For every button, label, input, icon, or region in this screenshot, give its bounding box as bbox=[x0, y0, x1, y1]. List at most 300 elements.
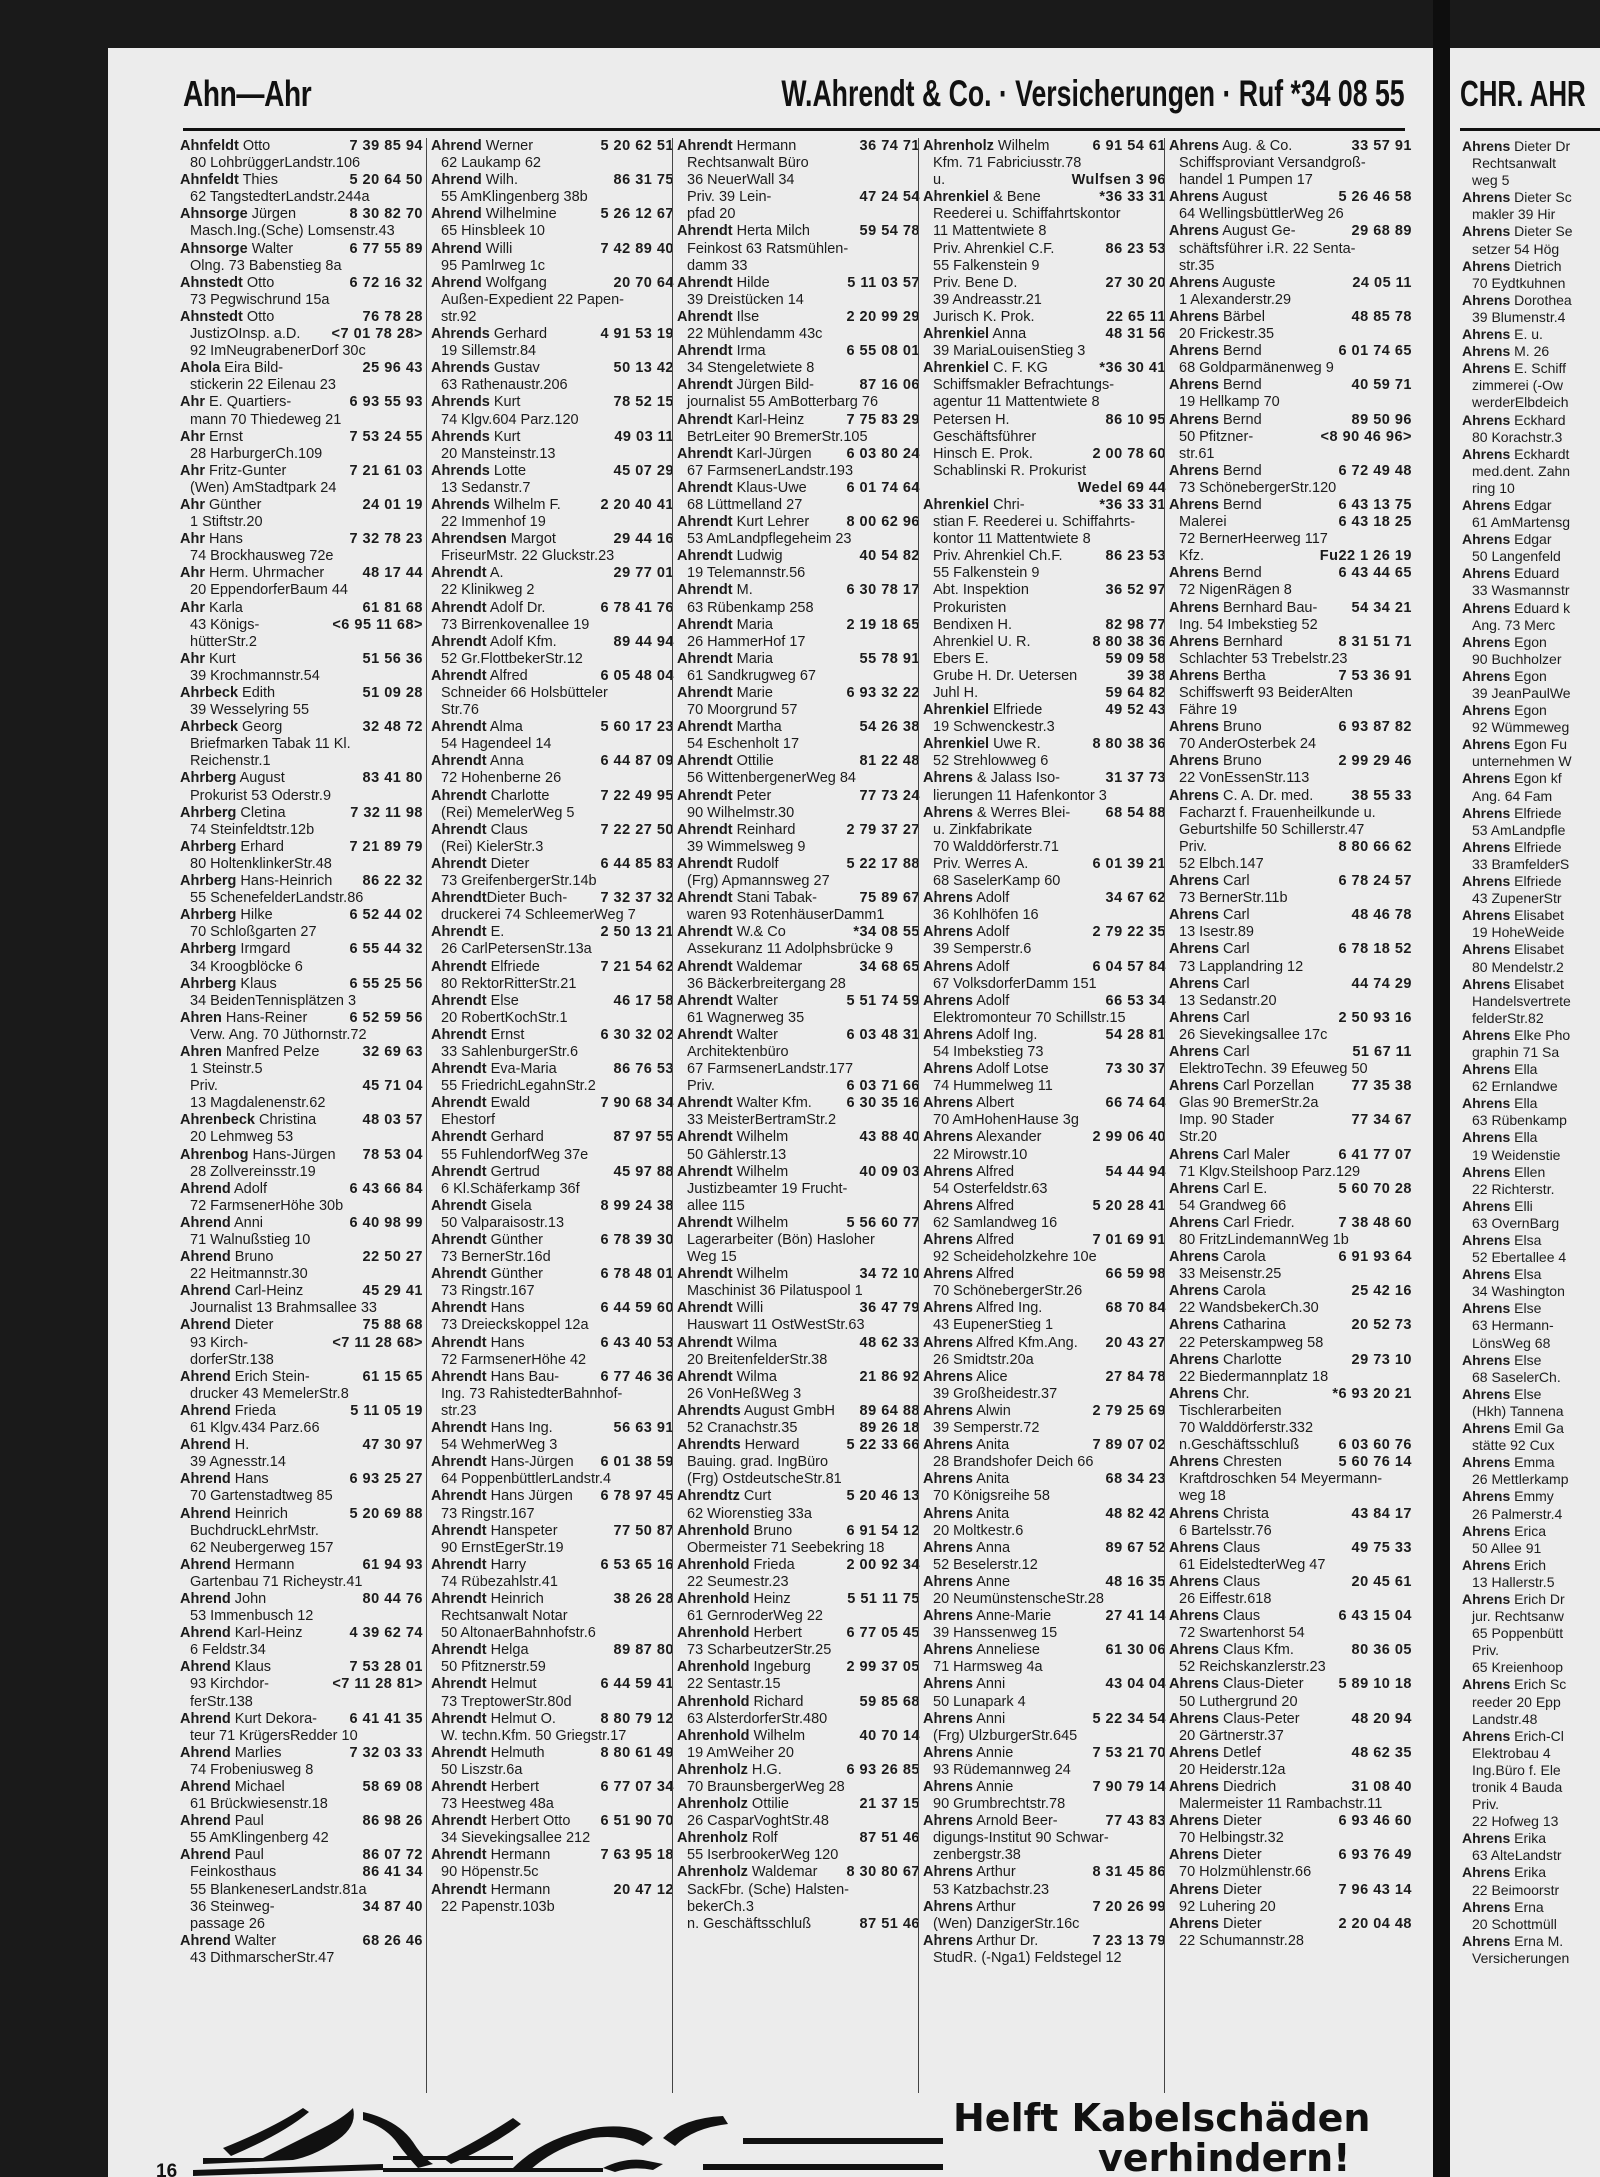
entry-phone: 89 50 96 bbox=[1351, 411, 1412, 428]
directory-entry bbox=[1169, 1557, 1412, 1574]
directory-entry bbox=[180, 531, 423, 548]
directory-entry bbox=[180, 497, 423, 514]
entry-details: Anita bbox=[972, 1505, 1010, 1522]
entry-phone: 29 73 10 bbox=[1351, 1351, 1412, 1368]
entry-details: Carl-Heinz bbox=[230, 1283, 304, 1300]
entry-details: 67 FarmsenerLandstr.193 bbox=[687, 462, 854, 479]
entry-details: Elsa bbox=[1510, 1266, 1542, 1283]
entry-phone: 86 23 53 bbox=[1105, 240, 1166, 257]
directory-entry bbox=[923, 770, 1166, 787]
entry-details: Weg 15 bbox=[687, 1249, 737, 1266]
entry-surname: Ahrens bbox=[1462, 1385, 1511, 1402]
directory-entry bbox=[431, 463, 674, 480]
directory-entry bbox=[431, 1112, 674, 1129]
entry-details: Wilhelm bbox=[732, 1214, 789, 1231]
entry-details: Eva-Maria bbox=[486, 1061, 557, 1078]
entry-phone: 45 29 41 bbox=[362, 1283, 423, 1300]
entry-details: hütterStr.2 bbox=[190, 633, 257, 650]
entry-surname: Ahrendt bbox=[431, 1556, 487, 1573]
directory-entry bbox=[180, 1164, 423, 1181]
directory-entry bbox=[923, 1317, 1166, 1334]
entry-phone: 82 98 77 bbox=[1105, 616, 1166, 633]
directory-entry bbox=[677, 189, 920, 206]
directory-entry bbox=[923, 907, 1166, 924]
entry-details: Walter bbox=[230, 1932, 277, 1949]
entry-details: 80 RektorRitterStr.21 bbox=[441, 975, 577, 992]
entry-surname: Ahrens bbox=[1462, 1129, 1511, 1146]
directory-entry bbox=[1462, 1642, 1600, 1659]
entry-details: 63 Rathenaustr.206 bbox=[441, 377, 568, 394]
directory-entry bbox=[923, 668, 1166, 685]
entry-details: Arnold Beer- bbox=[972, 1813, 1058, 1830]
entry-phone: 6 93 76 49 bbox=[1338, 1847, 1412, 1864]
directory-entry bbox=[923, 1198, 1166, 1215]
directory-entry bbox=[677, 1044, 920, 1061]
entry-phone: 6 91 93 64 bbox=[1338, 1249, 1412, 1266]
entry-details: 55 BlankeneserLandstr.81a bbox=[190, 1881, 367, 1898]
directory-entry bbox=[1169, 1728, 1412, 1745]
directory-entry bbox=[923, 1386, 1166, 1403]
entry-phone: 7 53 21 70 bbox=[1092, 1744, 1166, 1761]
entry-details: Bruno bbox=[1218, 753, 1262, 770]
entry-details: 54 Imbekstieg 73 bbox=[933, 1043, 1044, 1060]
entry-surname: Ahrens bbox=[923, 1368, 973, 1385]
directory-entry bbox=[1462, 1352, 1600, 1369]
entry-details: Außen-Expedient 22 Papen- bbox=[441, 291, 624, 308]
entry-phone: 25 96 43 bbox=[362, 360, 423, 377]
entry-details: Chr. bbox=[1218, 1385, 1250, 1402]
entry-details: Feinkost 63 Ratsmühlen- bbox=[687, 240, 849, 257]
directory-entry bbox=[431, 993, 674, 1010]
entry-phone: 2 79 22 35 bbox=[1092, 924, 1166, 941]
directory-entry bbox=[923, 360, 1166, 377]
directory-entry bbox=[677, 1796, 920, 1813]
entry-details: makler 39 Hir bbox=[1472, 206, 1556, 223]
entry-details: Ella bbox=[1510, 1061, 1538, 1078]
entry-surname: Ahrens bbox=[1462, 736, 1511, 753]
entry-details: Anneliese bbox=[972, 1642, 1040, 1659]
directory-entry bbox=[180, 189, 423, 206]
directory-entry bbox=[1462, 241, 1600, 258]
entry-phone: 8 99 24 38 bbox=[600, 1197, 674, 1214]
entry-surname: Ahrens bbox=[923, 1129, 973, 1146]
entry-surname: Ahrens bbox=[1462, 907, 1511, 924]
entry-phone: 5 22 33 66 bbox=[846, 1437, 920, 1454]
directory-entry bbox=[923, 1112, 1166, 1129]
entry-details: Ing. 73 RahistedterBahnhof- bbox=[441, 1385, 623, 1402]
entry-details: 92 Luhering 20 bbox=[1179, 1898, 1276, 1915]
entry-details: FriseurMstr. 22 Gluckstr.23 bbox=[441, 548, 615, 565]
directory-entry bbox=[1169, 1488, 1412, 1505]
directory-entry bbox=[431, 1147, 674, 1164]
entry-details: Elektromonteur 70 Schillstr.15 bbox=[933, 1009, 1126, 1026]
page-number: 16 bbox=[156, 2161, 178, 2177]
directory-entry bbox=[180, 1933, 423, 1950]
directory-entry bbox=[1462, 1147, 1600, 1164]
directory-entry bbox=[923, 1694, 1166, 1711]
entry-details: 73 Heestweg 48a bbox=[441, 1796, 554, 1813]
entry-details: Kurt bbox=[204, 650, 236, 667]
directory-entry bbox=[431, 1745, 674, 1762]
directory-entry bbox=[431, 805, 674, 822]
entry-surname: Ahrens bbox=[923, 1232, 973, 1248]
directory-entry bbox=[180, 1181, 423, 1198]
entry-details: 33 MeisterBertramStr.2 bbox=[687, 1112, 837, 1129]
entry-details: 19 Hellkamp 70 bbox=[1179, 394, 1280, 411]
directory-entry bbox=[180, 890, 423, 907]
directory-entry bbox=[180, 1215, 423, 1232]
entry-surname: Ahrendt bbox=[431, 1590, 487, 1607]
directory-entry bbox=[923, 241, 1166, 258]
entry-surname: Ahrendt bbox=[431, 1163, 487, 1180]
entry-details: 39 Dreistücken 14 bbox=[687, 291, 804, 308]
entry-phone: 6 53 65 16 bbox=[600, 1556, 674, 1573]
entry-details: 26 Smidtstr.20a bbox=[933, 1351, 1034, 1368]
entry-surname: Ahrens bbox=[1169, 1249, 1219, 1266]
entry-details: Emil Ga bbox=[1510, 1420, 1564, 1437]
entry-phone: 32 48 72 bbox=[362, 719, 423, 736]
entry-details: 68 Goldparmänenweg 9 bbox=[1179, 360, 1334, 377]
entry-details: Karl-Heinz bbox=[230, 1625, 303, 1642]
entry-details: Annie bbox=[972, 1779, 1014, 1795]
directory-entry bbox=[1169, 412, 1412, 429]
directory-entry bbox=[431, 1437, 674, 1454]
directory-entry bbox=[677, 394, 920, 411]
entry-phone: 5 56 60 77 bbox=[846, 1214, 920, 1231]
entry-phone: 75 88 68 bbox=[362, 1317, 423, 1334]
entry-details: 52 Strehlowweg 6 bbox=[933, 753, 1049, 770]
directory-entry bbox=[1169, 565, 1412, 582]
entry-phone: 6 72 16 32 bbox=[349, 274, 423, 291]
entry-surname: Ahrens bbox=[1169, 343, 1219, 360]
directory-entry bbox=[923, 1420, 1166, 1437]
directory-entry bbox=[431, 1557, 674, 1574]
entry-details: Dieter bbox=[486, 855, 530, 872]
entry-details: Bernd bbox=[1218, 411, 1262, 428]
directory-entry bbox=[431, 1078, 674, 1095]
directory-entry bbox=[1169, 1711, 1412, 1728]
directory-entry bbox=[180, 651, 423, 668]
entry-surname: Ahrens bbox=[1462, 599, 1511, 616]
entry-phone: 36 74 71 bbox=[859, 138, 920, 154]
directory-entry bbox=[677, 890, 920, 907]
next-page-fragment bbox=[1450, 48, 1600, 2177]
entry-surname: Ahrens bbox=[1169, 873, 1219, 890]
entry-details: Priv. Werres A. bbox=[933, 855, 1029, 872]
entry-surname: Ahrens bbox=[1169, 377, 1219, 394]
entry-surname: Ahr bbox=[180, 428, 205, 445]
entry-details: Anni bbox=[972, 1710, 1006, 1727]
entry-phone: 7 90 79 14 bbox=[1092, 1779, 1166, 1795]
entry-surname: Ahrbeck bbox=[180, 719, 239, 736]
entry-phone: 5 22 34 54 bbox=[1092, 1710, 1166, 1727]
directory-entry bbox=[1169, 1694, 1412, 1711]
entry-details: Albert bbox=[972, 1095, 1015, 1112]
entry-phone: 61 15 65 bbox=[362, 1368, 423, 1385]
entry-surname: Ahrens bbox=[1169, 1078, 1219, 1095]
directory-entry bbox=[1169, 1352, 1412, 1369]
entry-details: 53 AmLandpflegeheim 23 bbox=[687, 531, 852, 548]
entry-details: Anne bbox=[972, 1573, 1011, 1590]
entry-surname: Ahrendt bbox=[677, 753, 733, 770]
directory-entry bbox=[677, 753, 920, 770]
entry-details: Malermeister 11 Rambachstr.11 bbox=[1179, 1796, 1383, 1813]
entry-surname: Ahrend bbox=[431, 172, 482, 189]
entry-phone: 86 98 26 bbox=[362, 1813, 423, 1830]
entry-details: Ludwig bbox=[732, 548, 783, 565]
entry-details: Alfred bbox=[972, 1197, 1015, 1214]
entry-phone: 2 00 92 34 bbox=[846, 1556, 920, 1573]
directory-entry bbox=[431, 497, 674, 514]
entry-details: Heinrich bbox=[486, 1590, 544, 1607]
directory-entry bbox=[677, 702, 920, 719]
entry-details: Bernd bbox=[1218, 462, 1262, 479]
entry-details: 50 Lunapark 4 bbox=[933, 1693, 1026, 1710]
directory-entry bbox=[1169, 582, 1412, 599]
entry-details: 65 Hinsbleek 10 bbox=[441, 223, 545, 240]
entry-phone: 25 42 16 bbox=[1351, 1283, 1412, 1300]
entry-details: Kurt bbox=[489, 394, 521, 411]
directory-entry bbox=[677, 822, 920, 839]
entry-phone: 48 17 44 bbox=[362, 565, 423, 582]
entry-details: Elisabet bbox=[1510, 941, 1564, 958]
entry-details: Ilse bbox=[732, 308, 760, 325]
directory-entry bbox=[1462, 223, 1600, 240]
directory-entry bbox=[1462, 736, 1600, 753]
entry-phone: 7 01 69 91 bbox=[1092, 1232, 1166, 1248]
directory-entry bbox=[431, 309, 674, 326]
entry-surname: Ahrens bbox=[923, 1061, 973, 1078]
entry-surname: Ahrenkiel bbox=[923, 360, 990, 377]
listing-column-3 bbox=[672, 138, 920, 2093]
listing-column-5 bbox=[1164, 138, 1412, 2093]
entry-phone: 80 36 05 bbox=[1351, 1642, 1412, 1659]
directory-entry bbox=[180, 429, 423, 446]
entry-details: schäftsführer i.R. 22 Senta- bbox=[1179, 240, 1356, 257]
entry-surname: Ahrendt bbox=[677, 377, 733, 394]
entry-surname: Ahrens bbox=[1462, 770, 1511, 787]
directory-entry bbox=[180, 1676, 423, 1693]
directory-entry bbox=[180, 1437, 423, 1454]
entry-phone: 73 30 37 bbox=[1105, 1061, 1166, 1078]
entry-phone: 7 32 11 98 bbox=[350, 804, 423, 821]
entry-details: 73 Ringstr.167 bbox=[441, 1505, 535, 1522]
entry-details: 90 Buchholzer bbox=[1472, 650, 1562, 667]
directory-entry bbox=[677, 1266, 920, 1283]
directory-entry bbox=[677, 1249, 920, 1266]
entry-phone: 56 63 91 bbox=[613, 1420, 674, 1437]
directory-entry bbox=[1169, 531, 1412, 548]
entry-details: 63 OvernBarg bbox=[1472, 1214, 1560, 1231]
entry-details: 22 Beimoorstr bbox=[1472, 1881, 1560, 1898]
entry-details: Herbert Otto bbox=[486, 1813, 571, 1830]
entry-surname: Ahrens bbox=[1462, 1932, 1511, 1949]
entry-phone: 6 04 57 84 bbox=[1092, 958, 1166, 975]
directory-entry bbox=[1169, 1523, 1412, 1540]
entry-phone: 5 20 62 51 bbox=[600, 138, 674, 154]
entry-surname: Ahrens bbox=[1462, 941, 1511, 958]
entry-details: Elfriede bbox=[1510, 804, 1562, 821]
entry-details: Else bbox=[1510, 1351, 1542, 1368]
directory-entry bbox=[1462, 1010, 1600, 1027]
entry-details: (Rei) MemelerWeg 5 bbox=[441, 804, 575, 821]
entry-details: Michael bbox=[230, 1779, 285, 1795]
entry-surname: Ahrens bbox=[1169, 787, 1219, 804]
entry-details: Carl bbox=[1218, 1009, 1250, 1026]
entry-details: 28 Zollvereinsstr.19 bbox=[190, 1163, 316, 1180]
directory-entry bbox=[1462, 822, 1600, 839]
entry-details: 70 BraunsbergerWeg 28 bbox=[687, 1779, 845, 1795]
entry-details: Paul bbox=[230, 1813, 264, 1830]
entry-details: Adolf bbox=[972, 924, 1010, 941]
directory-entry bbox=[180, 292, 423, 309]
entry-details: SackFbr. (Sche) Halsten- bbox=[687, 1881, 849, 1898]
entry-details: Alfred bbox=[972, 1163, 1015, 1180]
entry-details: Helmut bbox=[486, 1676, 537, 1693]
entry-phone: 21 37 15 bbox=[859, 1796, 920, 1813]
directory-entry bbox=[677, 206, 920, 223]
directory-entry bbox=[923, 1249, 1166, 1266]
entry-details: Wilhelm F. bbox=[489, 496, 561, 513]
entry-surname: Ahnfeldt bbox=[180, 172, 239, 189]
entry-details: 53 AmLandpfle bbox=[1472, 821, 1566, 838]
directory-entry bbox=[1169, 1779, 1412, 1796]
entry-phone: 6 51 90 70 bbox=[600, 1813, 674, 1830]
listing-column-2 bbox=[426, 138, 674, 2093]
directory-entry bbox=[677, 1659, 920, 1676]
entry-details: Gustav bbox=[489, 360, 540, 377]
directory-entry bbox=[677, 497, 920, 514]
entry-phone: 7 89 07 02 bbox=[1092, 1437, 1166, 1454]
entry-surname: Ahrens bbox=[1169, 1043, 1219, 1060]
entry-surname: Ahrens bbox=[1169, 1676, 1219, 1693]
directory-entry bbox=[1462, 412, 1600, 429]
directory-entry bbox=[180, 600, 423, 617]
entry-details: Dieter bbox=[1218, 1813, 1262, 1830]
directory-entry bbox=[180, 1266, 423, 1283]
directory-entry bbox=[923, 446, 1166, 463]
entry-details: Alice bbox=[972, 1368, 1008, 1385]
entry-details: 62 Laukamp 62 bbox=[441, 155, 541, 172]
directory-entry bbox=[1462, 1882, 1600, 1899]
entry-details: W. techn.Kfm. 50 Griegstr.17 bbox=[441, 1727, 627, 1744]
directory-entry bbox=[677, 788, 920, 805]
entry-details: 64 PoppenbüttlerLandstr.4 bbox=[441, 1471, 612, 1488]
entry-details: Alfred Kfm.Ang. bbox=[972, 1334, 1078, 1351]
directory-entry bbox=[1169, 1129, 1412, 1146]
entry-details: Marie bbox=[732, 685, 773, 701]
directory-entry bbox=[180, 480, 423, 497]
directory-entry bbox=[431, 1711, 674, 1728]
entry-details: 80 FritzLindemannWeg 1b bbox=[1179, 1232, 1349, 1248]
entry-details: str.23 bbox=[441, 1402, 477, 1419]
directory-entry bbox=[180, 360, 423, 377]
entry-details: Schablinski R. Prokurist bbox=[933, 462, 1087, 479]
entry-surname: Ahrend bbox=[180, 1779, 231, 1795]
entry-surname: Ahrend bbox=[180, 1471, 231, 1488]
directory-entry bbox=[677, 1642, 920, 1659]
entry-surname: Ahrens bbox=[923, 770, 973, 787]
entry-phone: 6 43 44 65 bbox=[1338, 565, 1412, 582]
entry-surname: Ahrendt bbox=[431, 1454, 487, 1471]
entry-details: 70 Schloßgarten 27 bbox=[190, 924, 317, 941]
entry-phone: 6 01 74 64 bbox=[846, 479, 920, 496]
directory-entry bbox=[431, 155, 674, 172]
directory-entry bbox=[431, 1676, 674, 1693]
entry-surname: Ahrens bbox=[1169, 138, 1219, 154]
directory-entry bbox=[431, 1847, 674, 1864]
entry-phone: 6 43 15 04 bbox=[1338, 1608, 1412, 1625]
entry-phone: 86 07 72 bbox=[362, 1847, 423, 1864]
entry-surname: Ahrberg bbox=[180, 838, 237, 855]
entry-details: 52 Gr.FlottbekerStr.12 bbox=[441, 650, 583, 667]
entry-details: 13 Magdalenenstr.62 bbox=[190, 1095, 326, 1112]
entry-surname: Ahrens bbox=[1462, 1026, 1511, 1043]
entry-details: 67 VolksdorferDamm 151 bbox=[933, 975, 1097, 992]
entry-surname: Ahrens bbox=[1169, 565, 1219, 582]
entry-phone: 43 04 04 bbox=[1105, 1676, 1166, 1693]
entry-details: 92 ImNeugrabenerDorf 30c bbox=[190, 343, 366, 360]
entry-details: Priv. bbox=[1472, 1642, 1499, 1659]
entry-details: Elli bbox=[1510, 1197, 1533, 1214]
entry-surname: Ahrenhold bbox=[677, 1556, 750, 1573]
entry-details: Reichenstr.1 bbox=[190, 753, 271, 770]
entry-details: 43 DithmarscherStr.47 bbox=[190, 1949, 335, 1966]
entry-details: 73 BernerStr.16d bbox=[441, 1249, 551, 1266]
entry-details: 34 Sievekingsallee 212 bbox=[441, 1830, 591, 1847]
entry-surname: Ahrens bbox=[1462, 291, 1511, 308]
entry-surname: Ahrens bbox=[1462, 1197, 1511, 1214]
directory-entry bbox=[1462, 531, 1600, 548]
entry-phone: *6 93 20 21 bbox=[1332, 1385, 1412, 1402]
directory-entry bbox=[1462, 514, 1600, 531]
directory-entry bbox=[1462, 463, 1600, 480]
directory-entry bbox=[180, 548, 423, 565]
directory-entry bbox=[677, 463, 920, 480]
entry-phone: 8 80 38 36 bbox=[1092, 736, 1166, 753]
entry-surname: Ahrendt bbox=[677, 685, 733, 701]
directory-entry bbox=[431, 1249, 674, 1266]
directory-entry bbox=[1462, 377, 1600, 394]
directory-entry bbox=[180, 1249, 423, 1266]
entry-surname: Ahrens bbox=[1169, 223, 1219, 240]
entry-phone: 58 69 08 bbox=[362, 1779, 423, 1795]
directory-entry bbox=[1462, 1420, 1600, 1437]
entry-details: 90 Wilhelmstr.30 bbox=[687, 804, 795, 821]
directory-entry bbox=[677, 1557, 920, 1574]
entry-surname: Ahrens bbox=[1169, 1385, 1219, 1402]
directory-entry bbox=[923, 1882, 1166, 1899]
entry-details: Hans Bau- bbox=[486, 1368, 560, 1385]
directory-entry bbox=[431, 1625, 674, 1642]
entry-surname: Ahrens bbox=[1462, 1864, 1511, 1881]
directory-entry bbox=[677, 1488, 920, 1505]
entry-details: Walter bbox=[247, 240, 294, 257]
entry-details: 70 Moorgrund 57 bbox=[687, 702, 798, 719]
directory-entry bbox=[677, 360, 920, 377]
entry-details: Jürgen bbox=[247, 206, 297, 223]
entry-surname: Ahrens bbox=[1169, 1317, 1219, 1334]
entry-details: graphin 71 Sa bbox=[1472, 1043, 1560, 1060]
entry-surname: Ahrend bbox=[180, 1368, 231, 1385]
entry-surname: Ahr bbox=[180, 394, 205, 411]
entry-surname: Ahrend bbox=[180, 1659, 231, 1676]
entry-details: 22 WandsbekerCh.30 bbox=[1179, 1300, 1319, 1317]
directory-entry bbox=[431, 1283, 674, 1300]
directory-entry bbox=[1169, 172, 1412, 189]
entry-details: Eckhardt bbox=[1510, 445, 1570, 462]
directory-entry bbox=[1169, 326, 1412, 343]
